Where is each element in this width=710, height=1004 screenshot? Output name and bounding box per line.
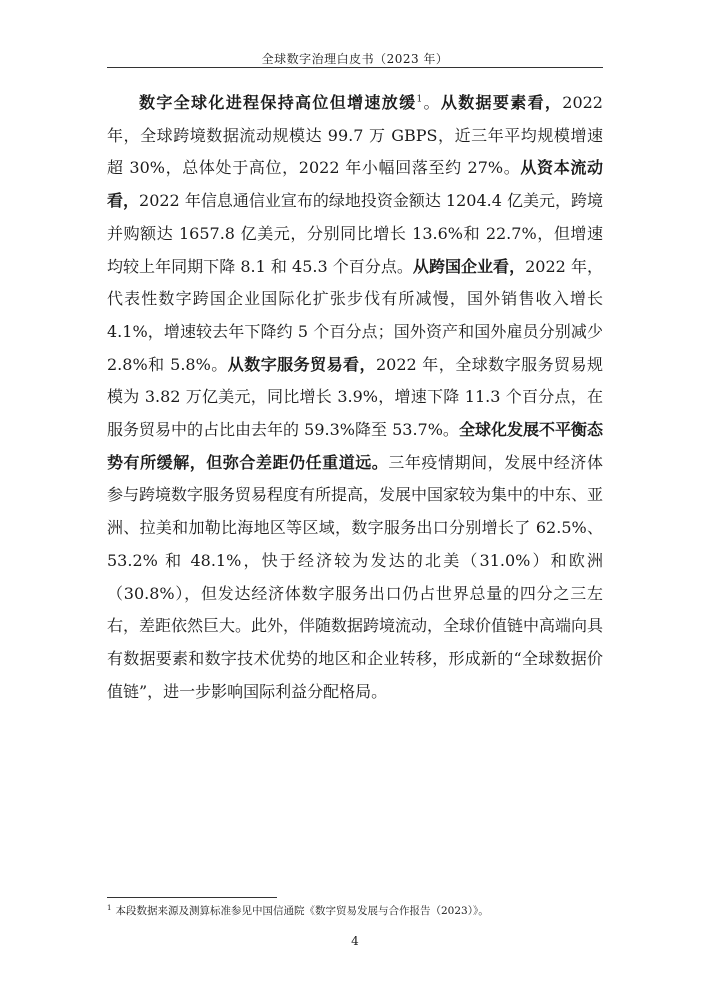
heading-multinationals: 从跨国企业看， — [412, 256, 526, 276]
heading-digital-globalization: 数字全球化进程保持高位但增速放缓 — [139, 93, 417, 112]
header-rule — [107, 67, 603, 68]
main-paragraph — [107, 87, 603, 708]
text-imbalance: 三年疫情期间，发展中经济体参与跨境数字服务贸易程度有所提高，发展中国家较为集中的中东、亚洲、拉美和加勒比海地区等区域，数字服务出口分别增长了 62.5%、53.2% 和 48.1%，快于经济较为发达的北美（31.0%）和欧洲（30.8%），但发达经济体数字服务出口仍占世界总量的四分之三左右，差距依然巨大。此外，伴随数据跨境流动，全球价值链中高端向具有数据要素和数字技术优势的地区和企业转移，形成新的“全球数据价值链”，进一步影响国际利益分配格局。 — [107, 452, 604, 701]
heading-service-trade: 从数字服务贸易看， — [227, 354, 376, 374]
text-multinationals: 2022 年，代表性数字跨国企业国际化扩张步伐有所减慢，国外销售收入增长 4.1%，增速较去年下降约 5 个百分点；国外资产和国外雇员分别减少 2.8%和 5.8%。 — [107, 256, 603, 374]
text-service-trade: 2022 年，全球数字服务贸易规模为 3.82 万亿美元，同比增长 3.9%，增速下降 11.3 个百分点，在服务贸易中的占比由去年的 59.3%降至 53.7%。 — [107, 354, 603, 440]
heading-capital-flow: 从资本流动看， — [107, 158, 603, 211]
sentence-end: 。 — [422, 93, 441, 112]
footnote-marker: 1 — [107, 903, 112, 912]
heading-imbalance: 全球化发展不平衡态势有所缓解，但弥合差距仍任重道远。 — [107, 420, 603, 472]
running-header: 全球数字治理白皮书（2023 年） — [261, 52, 449, 66]
footnote-rule — [107, 897, 277, 898]
text-data-factor: 2022 年，全球跨境数据流动规模达 99.7 万 GBPS，近三年平均规模增速超 30%，总体处于高位，2022 年小幅回落至约 27%。 — [107, 93, 603, 178]
footnote-text: 本段数据来源及测算标准参见中国信通院《数字贸易发展与合作报告（2023）》。 — [115, 905, 489, 917]
text-capital-flow: 2022 年信息通信业宣布的绿地投资金额达 1204.4 亿美元，跨境并购额达 1657.8 亿美元，分别同比增长 13.6%和 22.7%，但增速均较上年同期下降 8.1 和 45.3 个百分点。 — [107, 191, 603, 276]
footnote-ref[interactable]: 1 — [416, 94, 423, 105]
page-number: 4 — [351, 934, 359, 948]
heading-data-factor: 从数据要素看， — [440, 93, 563, 112]
body-text — [107, 87, 603, 708]
footnote — [107, 903, 603, 919]
